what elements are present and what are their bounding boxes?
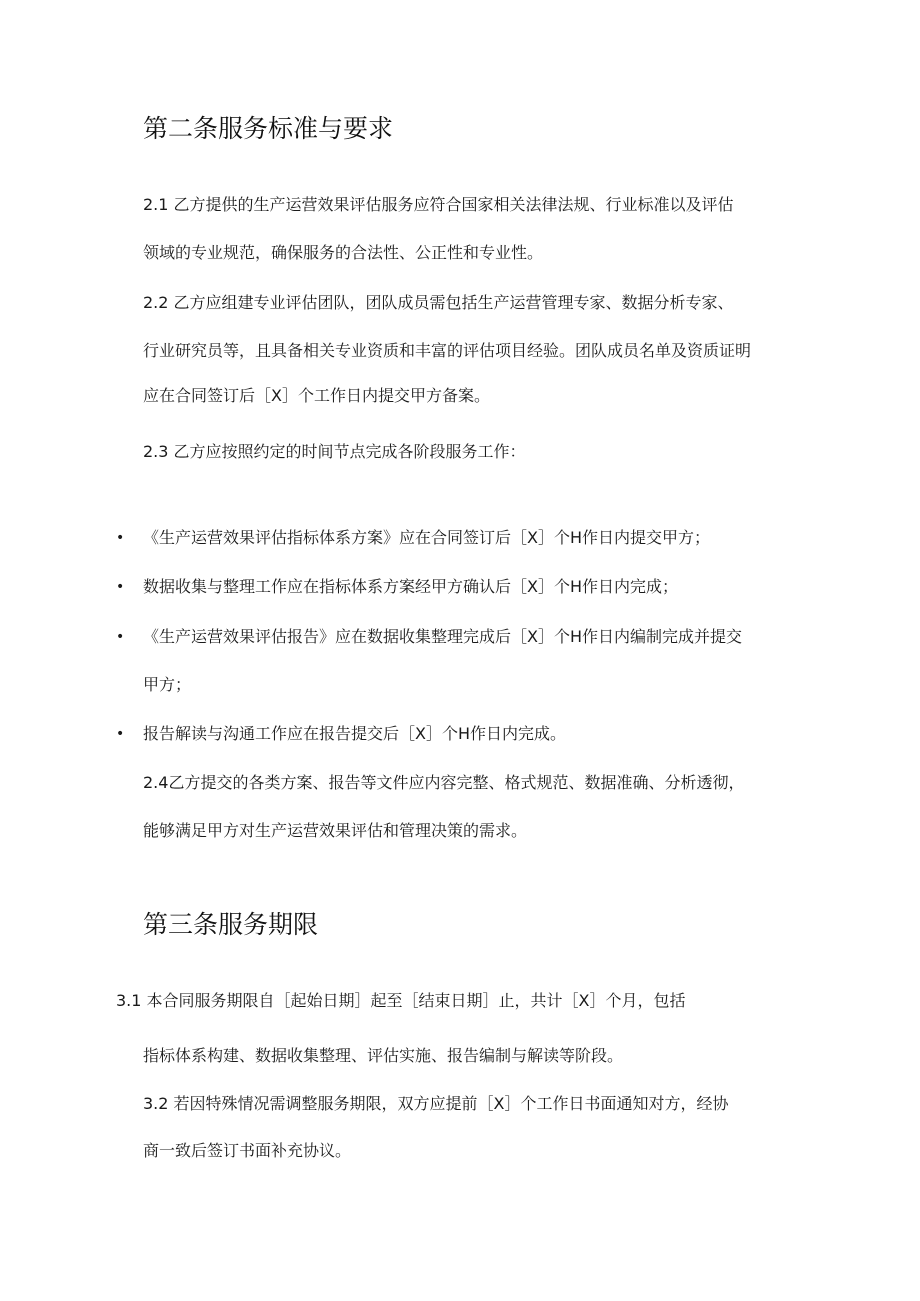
bullet-dot: •	[116, 530, 125, 546]
clause-3-2-line-1: 3.2 若因特殊情况需调整服务期限，双方应提前［X］个工作日书面通知对方，经协	[143, 1094, 729, 1113]
clause-2-4-line-1: 2.4乙方提交的各类方案、报告等文件应内容完整、格式规范、数据准确、分析透彻，	[143, 773, 745, 792]
bullet-dot: •	[116, 629, 125, 645]
clause-3-1-line-1: 3.1 本合同服务期限自［起始日期］起至［结束日期］止，共计［X］个月，包括	[116, 991, 686, 1010]
bullet-item-2: 数据收集与整理工作应在指标体系方案经甲方确认后［X］个H作日内完成；	[143, 577, 678, 596]
bullet-item-3-line-2: 甲方；	[143, 675, 192, 694]
section-2-heading: 第二条服务标准与要求	[143, 114, 394, 143]
clause-2-2-line-3: 应在合同签订后［X］个工作日内提交甲方备案。	[143, 386, 490, 405]
clause-2-1-line-1: 2.1 乙方提供的生产运营效果评估服务应符合国家相关法律法规、行业标准以及评估	[143, 195, 734, 214]
bullet-item-3-line-1: 《生产运营效果评估报告》应在数据收集整理完成后［X］个H作日内编制完成并提交	[143, 627, 742, 646]
clause-2-2-line-1: 2.2 乙方应组建专业评估团队，团队成员需包括生产运营管理专家、数据分析专家、	[143, 293, 734, 312]
clause-2-1-line-2: 领域的专业规范，确保服务的合法性、公正性和专业性。	[143, 243, 544, 262]
clause-2-4-line-2: 能够满足甲方对生产运营效果评估和管理决策的需求。	[143, 821, 528, 840]
clause-3-2-line-2: 商一致后签订书面补充协议。	[143, 1141, 352, 1160]
bullet-dot: •	[116, 579, 125, 595]
bullet-item-1: 《生产运营效果评估指标体系方案》应在合同签订后［X］个H作日内提交甲方；	[143, 528, 710, 547]
bullet-item-4: 报告解读与沟通工作应在报告提交后［X］个H作日内完成。	[143, 724, 566, 743]
section-3-heading: 第三条服务期限	[143, 910, 319, 939]
clause-2-2-line-2: 行业研究员等，且具备相关专业资质和丰富的评估项目经验。团队成员名单及资质证明	[143, 341, 752, 360]
clause-2-3: 2.3 乙方应按照约定的时间节点完成各阶段服务工作：	[143, 442, 526, 461]
clause-3-1-line-2: 指标体系构建、数据收集整理、评估实施、报告编制与解读等阶段。	[143, 1046, 624, 1065]
bullet-dot: •	[116, 726, 125, 742]
